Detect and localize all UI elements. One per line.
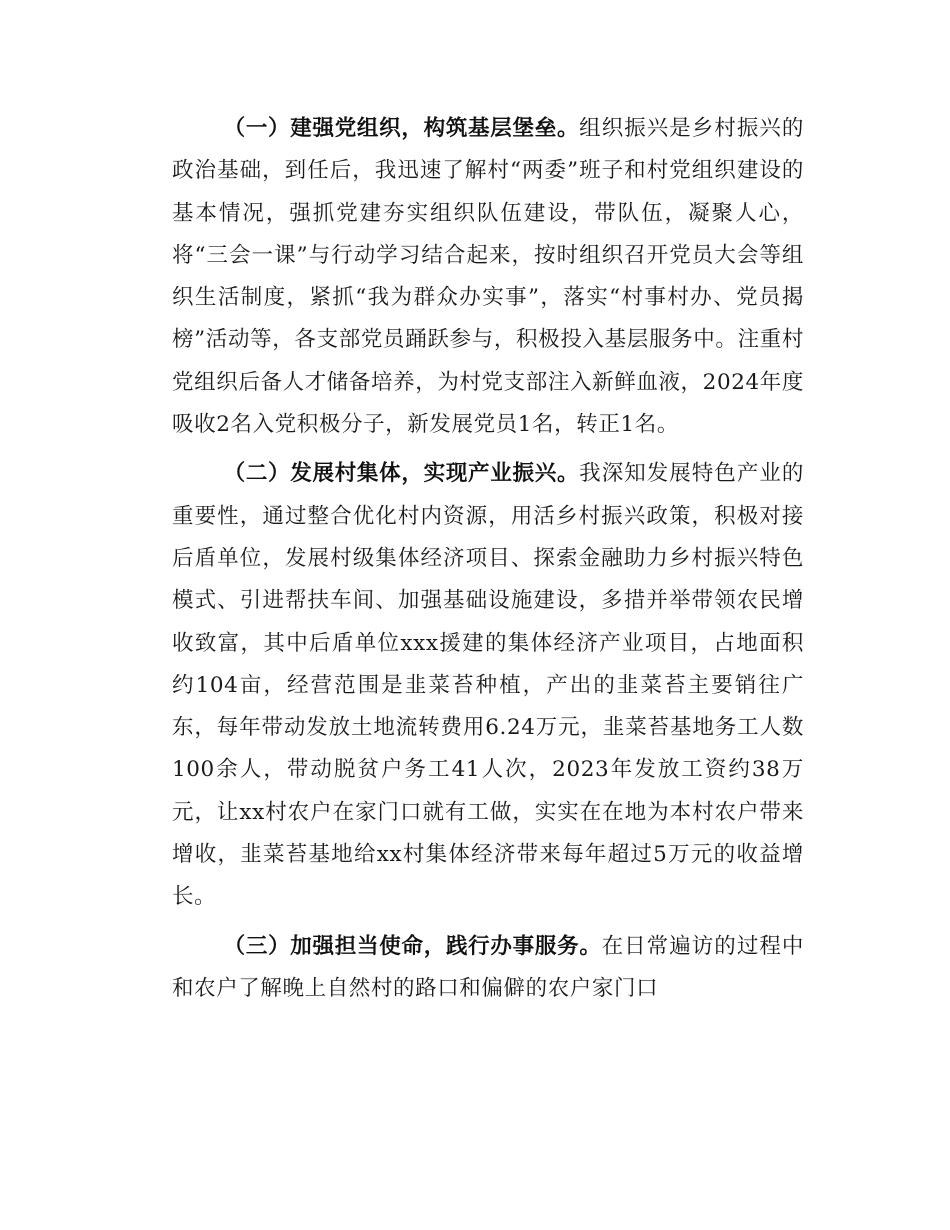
paragraph-organization [172,108,804,446]
paragraph-service [172,926,804,1011]
paragraph-industry [172,453,804,918]
paragraph-body: 组织振兴是乡村振兴的政治基础，到任后，我迅速了解村“两委”班子和村党组织建设的基本情况，强抓党建夯实组织队伍建设，带队伍，凝聚人心，将“三会一课”与行动学习结合起来，按时组织召开党员大会等组织生活制度，紧抓“我为群众办实事”，落实“村事村办、党员揭榜”活动等，各支部党员踊跃参与，积极投入基层服务中。注重村党组织后备人才储备培养，为村党支部注入新鲜血液，2024年度吸收2名入党积极分子，新发展党员1名，转正1名。 [172,116,804,438]
paragraph-heading: （三）加强担当使命，践行办事服务。 [223,933,602,959]
paragraph-heading: （一）建强党组织，构筑基层堡垒。 [223,116,580,141]
document-page [172,108,804,1017]
paragraph-body: 在日常遍访的过程中和农户了解晚上自然村的路口和偏僻的农户家门口 [172,933,804,1001]
paragraph-heading: （二）发展村集体，实现产业振兴。 [223,461,580,487]
paragraph-body: 我深知发展特色产业的重要性，通过整合优化村内资源，用活乡村振兴政策，积极对接后盾单位，发展村级集体经济项目、探索金融助力乡村振兴特色模式、引进帮扶车间、加强基础设施建设，多措并举带领农民增收致富，其中后盾单位xxx援建的集体经济产业项目，占地面积约104亩，经营范围是韭菜苔种植，产出的韭菜苔主要销往广东，每年带动发放土地流转费用6.24万元，韭菜苔基地务工人数100余人，带动脱贫户务工41人次，2023年发放工资约38万元，让xx村农户在家门口就有工做，实实在在地为本村农户带来增收，韭菜苔基地给xx村集体经济带来每年超过5万元的收益增长。 [172,461,804,910]
